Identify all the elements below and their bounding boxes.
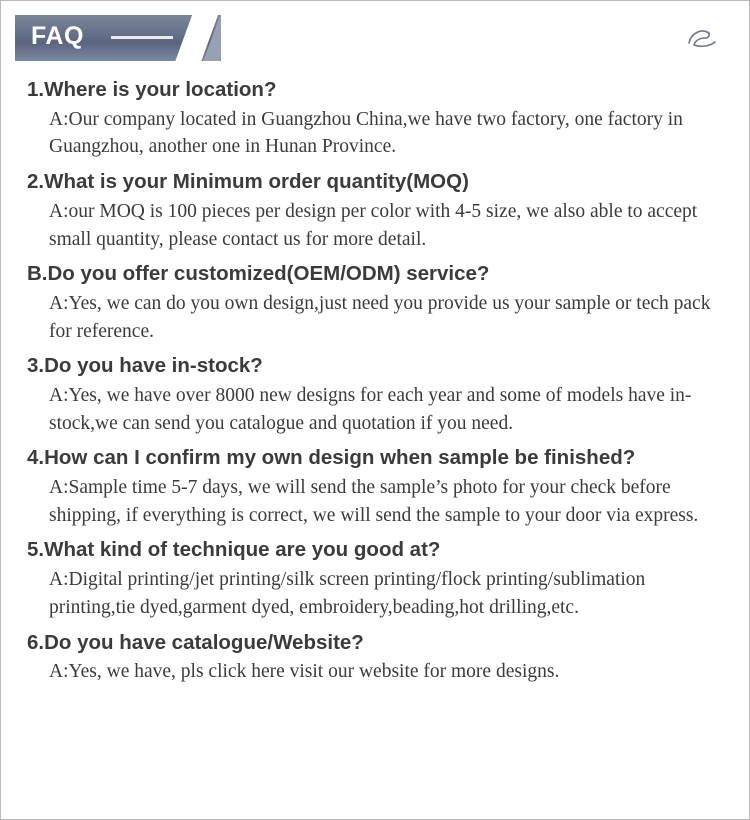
faq-answer: A:our MOQ is 100 pieces per design per color with 4-5 size, we also able to accept small quantity, please contact us for more detail. — [49, 200, 698, 250]
faq-item — [27, 75, 727, 161]
title-rule — [111, 36, 173, 39]
faq-answer: A:Yes, we can do you own design,just need you provide us your sample or tech pack for reference. — [49, 292, 711, 342]
faq-question: 2.What is your Minimum order quantity(MOQ) — [27, 170, 469, 194]
faq-answer: A:Sample time 5-7 days, we will send the sample’s photo for your check before shipping, if everything is correct, we will send the sample to your door via express. — [49, 477, 699, 526]
faq-question: 6.Do you have catalogue/Website? — [27, 630, 364, 654]
faq-item — [27, 628, 727, 686]
page-header-banner — [15, 15, 735, 61]
faq-question: 5.What kind of technique are you good at? — [27, 538, 441, 562]
faq-answer: A:Digital printing/jet printing/silk screen printing/flock printing/sublimation printing,tie dyed,garment dyed, embroidery,beading,hot drilling,etc. — [49, 569, 646, 618]
faq-answer: A:Yes, we have over 8000 new designs for each year and some of models have in-stock,we can send you catalogue and quotation if you need. — [49, 385, 692, 434]
faq-item — [27, 535, 727, 621]
faq-item — [27, 351, 727, 437]
faq-list — [1, 61, 749, 686]
banner-right-fill — [221, 15, 735, 61]
faq-answer: A:Our company located in Guangzhou China,we have two factory, one factory in Guangzhou, another one in Hunan Province. — [49, 108, 683, 158]
faq-question: 4.How can I confirm my own design when sample be finished? — [27, 446, 636, 470]
faq-question: B.Do you offer customized(OEM/ODM) service? — [27, 262, 490, 286]
faq-question: 1.Where is your location? — [27, 78, 277, 101]
faq-item — [27, 167, 727, 253]
faq-item — [27, 443, 727, 529]
faq-answer: A:Yes, we have, pls click here visit our website for more designs. — [49, 661, 560, 683]
faq-question: 3.Do you have in-stock? — [27, 354, 263, 378]
swan-logo-icon — [685, 27, 721, 49]
faq-item — [27, 259, 727, 345]
page-title: FAQ — [31, 22, 84, 50]
